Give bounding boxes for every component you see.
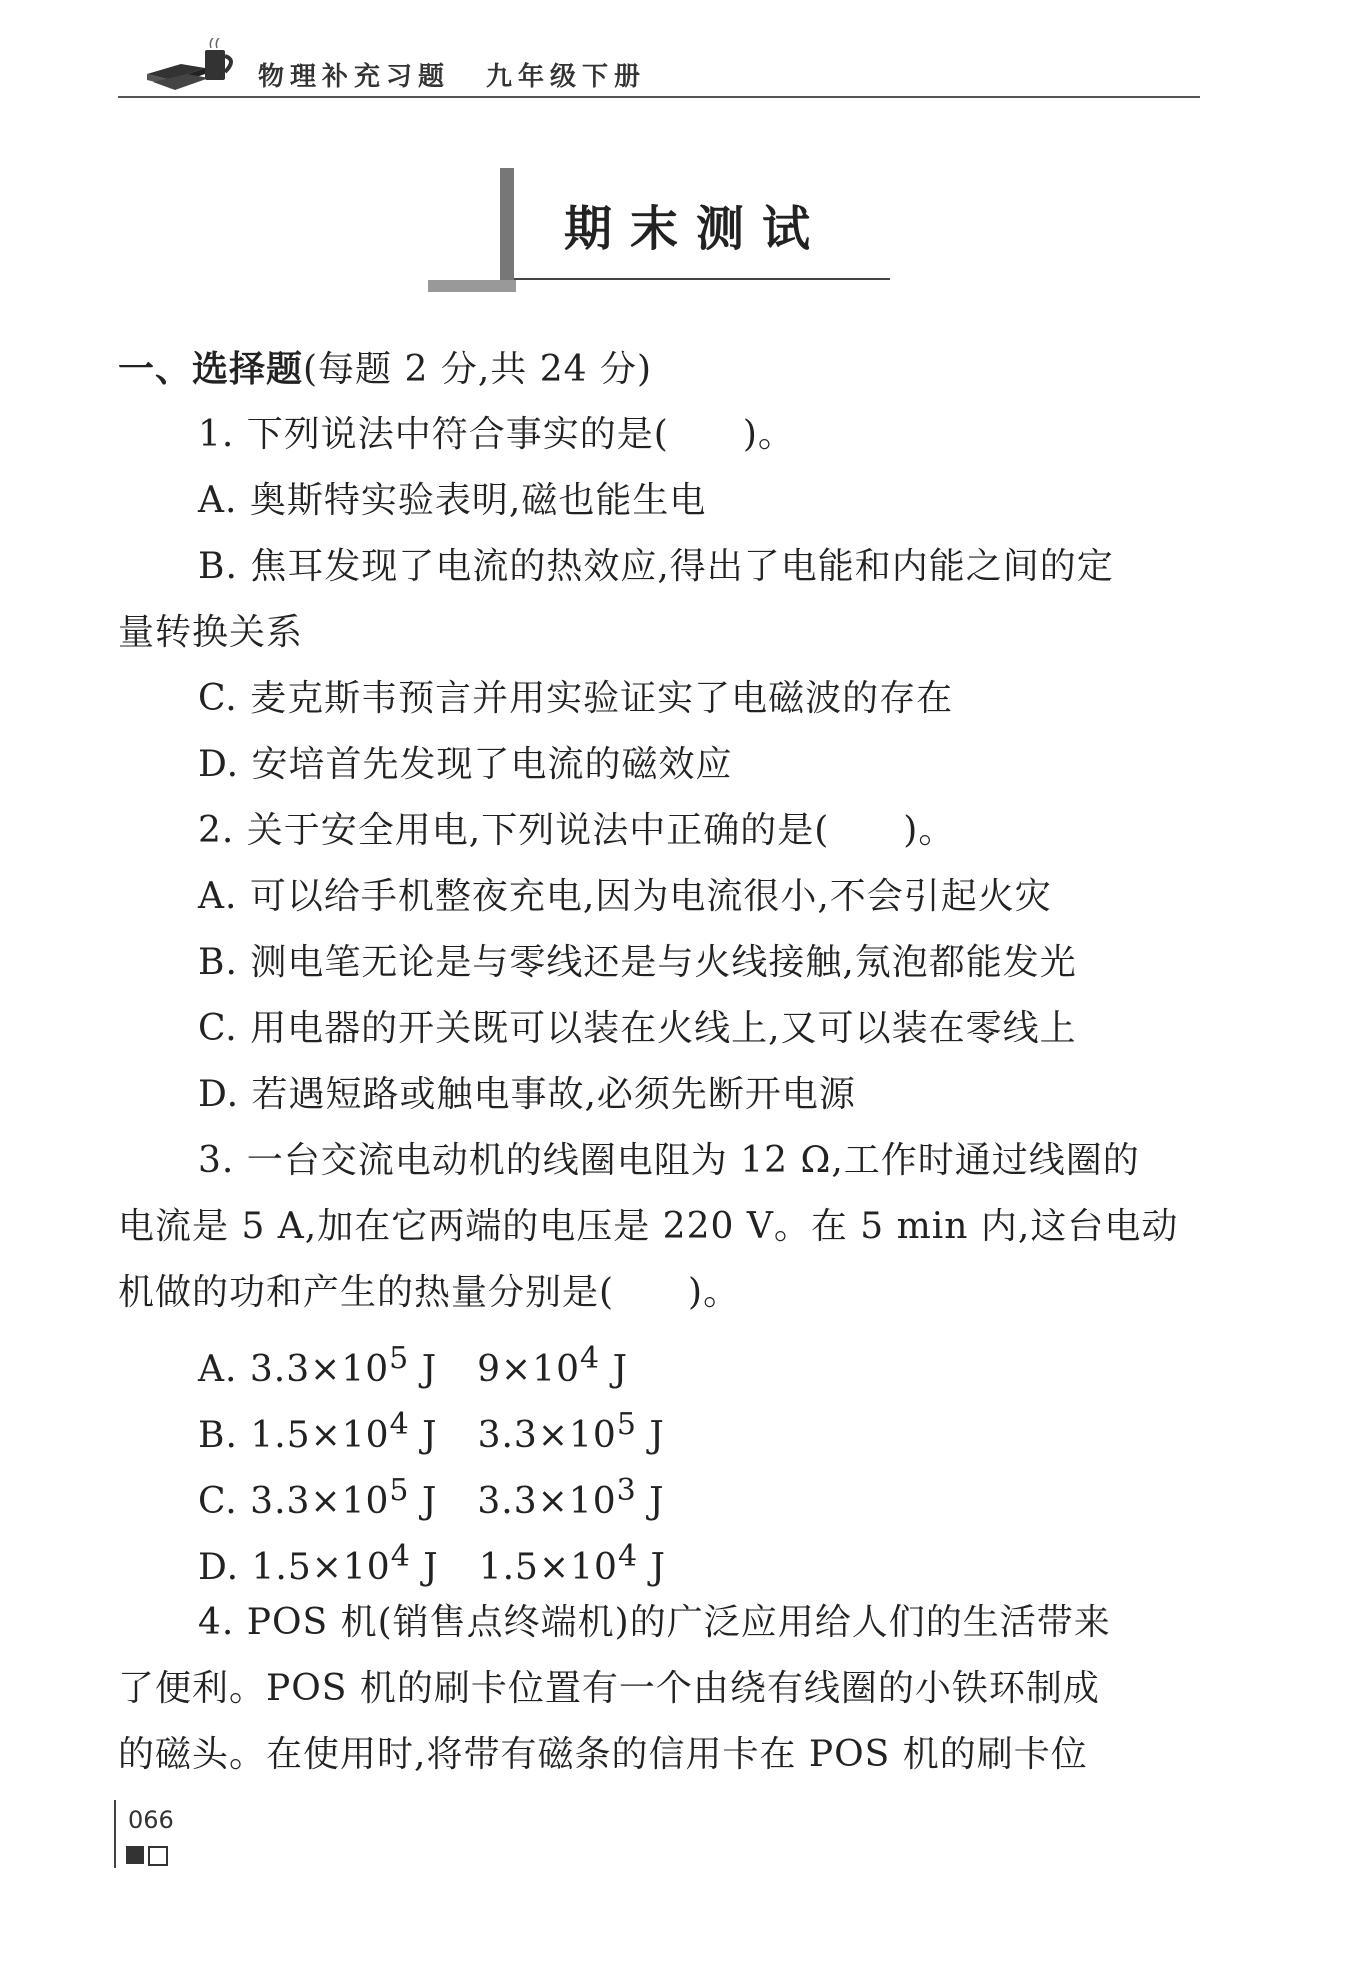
question-3-option-a: A. $3.3\times 10^5$ J $9\times 10^4$ J [198,1341,628,1390]
footer-bar [114,1800,116,1868]
page-number: 066 [128,1806,174,1834]
question-4-stem-line-3: 的磁头。在使用时,将带有磁条的信用卡在 POS 机的刷卡位 [118,1734,1088,1775]
question-3-stem-continued: 电流是 5 A,加在它两端的电压是 220 V。在 5 min 内,这台电动 [118,1206,1179,1247]
page-header [118,38,1200,100]
book-title: 物理补充习题 [258,62,451,92]
title-underline [514,278,890,280]
question-3-option-b: B. $1.5\times 10^4$ J $3.3\times 10^5$ J [198,1407,665,1456]
title-decor-vertical-bar [500,168,514,290]
exam-content [118,336,1200,1788]
question-1-stem: 1. 下列说法中符合事实的是( )。 [198,414,795,455]
question-3-option-c: C. $3.3\times 10^5$ J $3.3\times 10^3$ J [198,1473,665,1522]
header-text [258,56,646,93]
title-decor-horizontal-bar [428,280,516,292]
section-heading [118,336,1200,402]
question-2-option-c: C. 用电器的开关既可以装在火线上,又可以装在零线上 [198,1008,1077,1049]
question-4-stem-line-2: 了便利。POS 机的刷卡位置有一个由绕有线圈的小铁环制成 [118,1668,1100,1709]
empty-square-icon [148,1846,168,1866]
question-1-option-a: A. 奥斯特实验表明,磁也能生电 [198,480,707,521]
title-block [428,168,890,296]
question-3-stem-end: 机做的功和产生的热量分别是( )。 [118,1272,741,1313]
question-1-option-b-continued: 量转换关系 [118,612,304,653]
section-title: 一、选择题 [118,348,304,390]
page-title: 期末测试 [564,201,829,257]
question-1-option-c: C. 麦克斯韦预言并用实验证实了电磁波的存在 [198,678,954,719]
grade-label: 九年级下册 [486,62,647,92]
header-rule [118,96,1200,98]
question-2-option-d: D. 若遇短路或触电事故,必须先断开电源 [198,1074,856,1115]
question-3-stem: 3. 一台交流电动机的线圈电阻为 12 Ω,工作时通过线圈的 [198,1140,1140,1181]
question-1-option-d: D. 安培首先发现了电流的磁效应 [198,744,733,785]
filled-square-icon [126,1846,144,1864]
section-note: (每题 2 分,共 24 分) [303,349,653,390]
question-4-stem: 4. POS 机(销售点终端机)的广泛应用给人们的生活带来 [198,1602,1111,1643]
question-2-option-a: A. 可以给手机整夜充电,因为电流很小,不会引起火灾 [198,876,1052,917]
question-3-option-d: D. $1.5\times 10^4$ J $1.5\times 10^4$ J [198,1539,666,1588]
question-2-option-b: B. 测电笔无论是与零线还是与火线接触,氖泡都能发光 [198,942,1077,983]
question-1-option-b: B. 焦耳发现了电流的热效应,得出了电能和内能之间的定 [198,546,1114,587]
books-and-mug-icon [143,38,243,94]
question-2-stem: 2. 关于安全用电,下列说法中正确的是( )。 [198,810,956,851]
